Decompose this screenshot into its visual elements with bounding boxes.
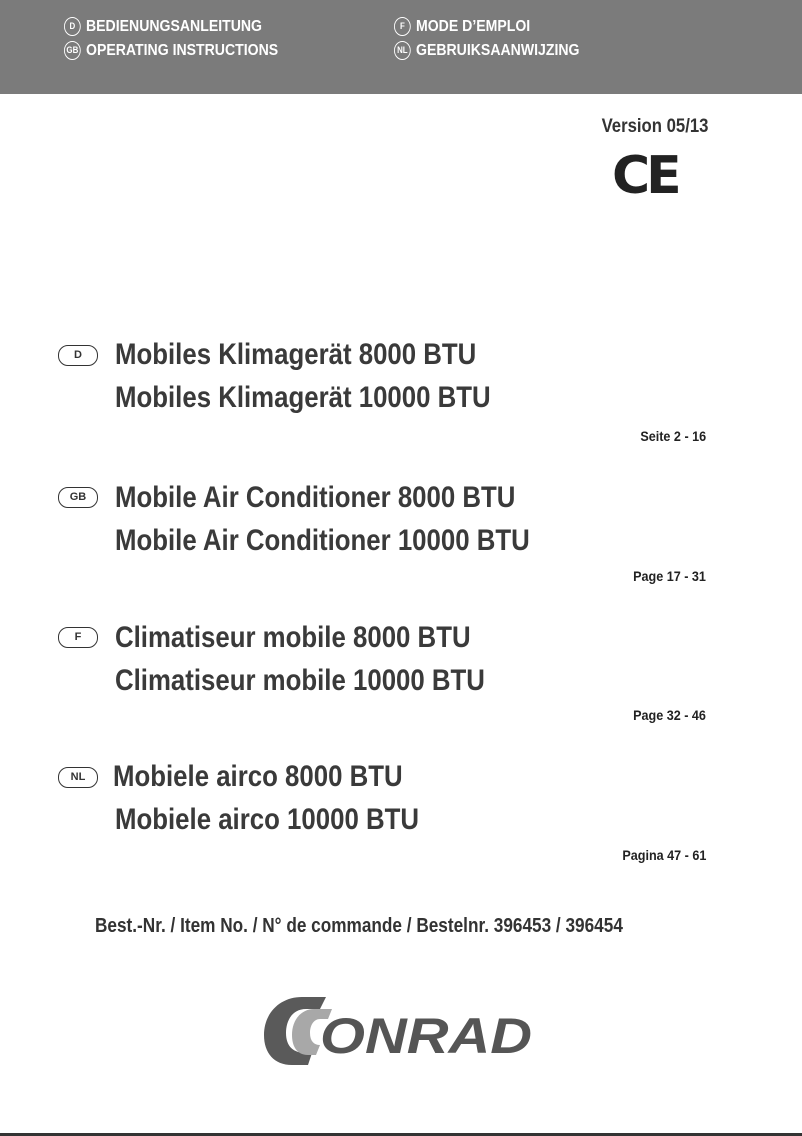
header-item-nl — [394, 41, 579, 60]
header-item-fr — [394, 17, 530, 36]
language-badge-nl: NL — [58, 767, 98, 788]
title-de-8000: Mobiles Klimagerät 8000 BTU — [115, 338, 477, 371]
header-item-gb — [64, 41, 278, 60]
ce-mark: CE — [612, 146, 678, 206]
header-label: MODE D’EMPLOI — [416, 17, 531, 35]
title-de-10000: Mobiles Klimagerät 10000 BTU — [115, 381, 491, 414]
header-label: OPERATING INSTRUCTIONS — [86, 41, 279, 59]
title-fr-10000: Climatiseur mobile 10000 BTU — [115, 664, 485, 697]
title-gb-8000: Mobile Air Conditioner 8000 BTU — [115, 481, 516, 514]
conrad-logo — [262, 995, 542, 1067]
svg-text:ONRAD: ONRAD — [320, 1008, 532, 1064]
version-label: Version 05/13 — [601, 116, 708, 137]
language-badge: NL — [394, 41, 411, 60]
language-badge-gb: GB — [58, 487, 98, 508]
title-nl-8000: Mobiele airco 8000 BTU — [113, 760, 403, 793]
header-bar — [0, 0, 802, 94]
item-number: Best.-Nr. / Item No. / N° de commande / Bestelnr. 396453 / 396454 — [95, 915, 623, 937]
language-badge: F — [394, 17, 411, 36]
header-item-de — [64, 17, 262, 36]
language-badge: D — [64, 17, 81, 36]
page-range-nl: Pagina 47 - 61 — [621, 847, 706, 863]
title-nl-10000: Mobiele airco 10000 BTU — [115, 803, 419, 836]
language-badge: GB — [64, 41, 81, 60]
page-range-fr: Page 32 - 46 — [633, 707, 706, 723]
header-label: GEBRUIKSAANWIJZING — [416, 41, 580, 59]
page-range-de: Seite 2 - 16 — [640, 428, 706, 444]
page-range-gb: Page 17 - 31 — [633, 568, 706, 584]
language-badge-fr: F — [58, 627, 98, 648]
header-label: BEDIENUNGSANLEITUNG — [86, 17, 263, 35]
language-badge-de: D — [58, 345, 98, 366]
title-fr-8000: Climatiseur mobile 8000 BTU — [115, 621, 471, 654]
title-gb-10000: Mobile Air Conditioner 10000 BTU — [115, 524, 530, 557]
